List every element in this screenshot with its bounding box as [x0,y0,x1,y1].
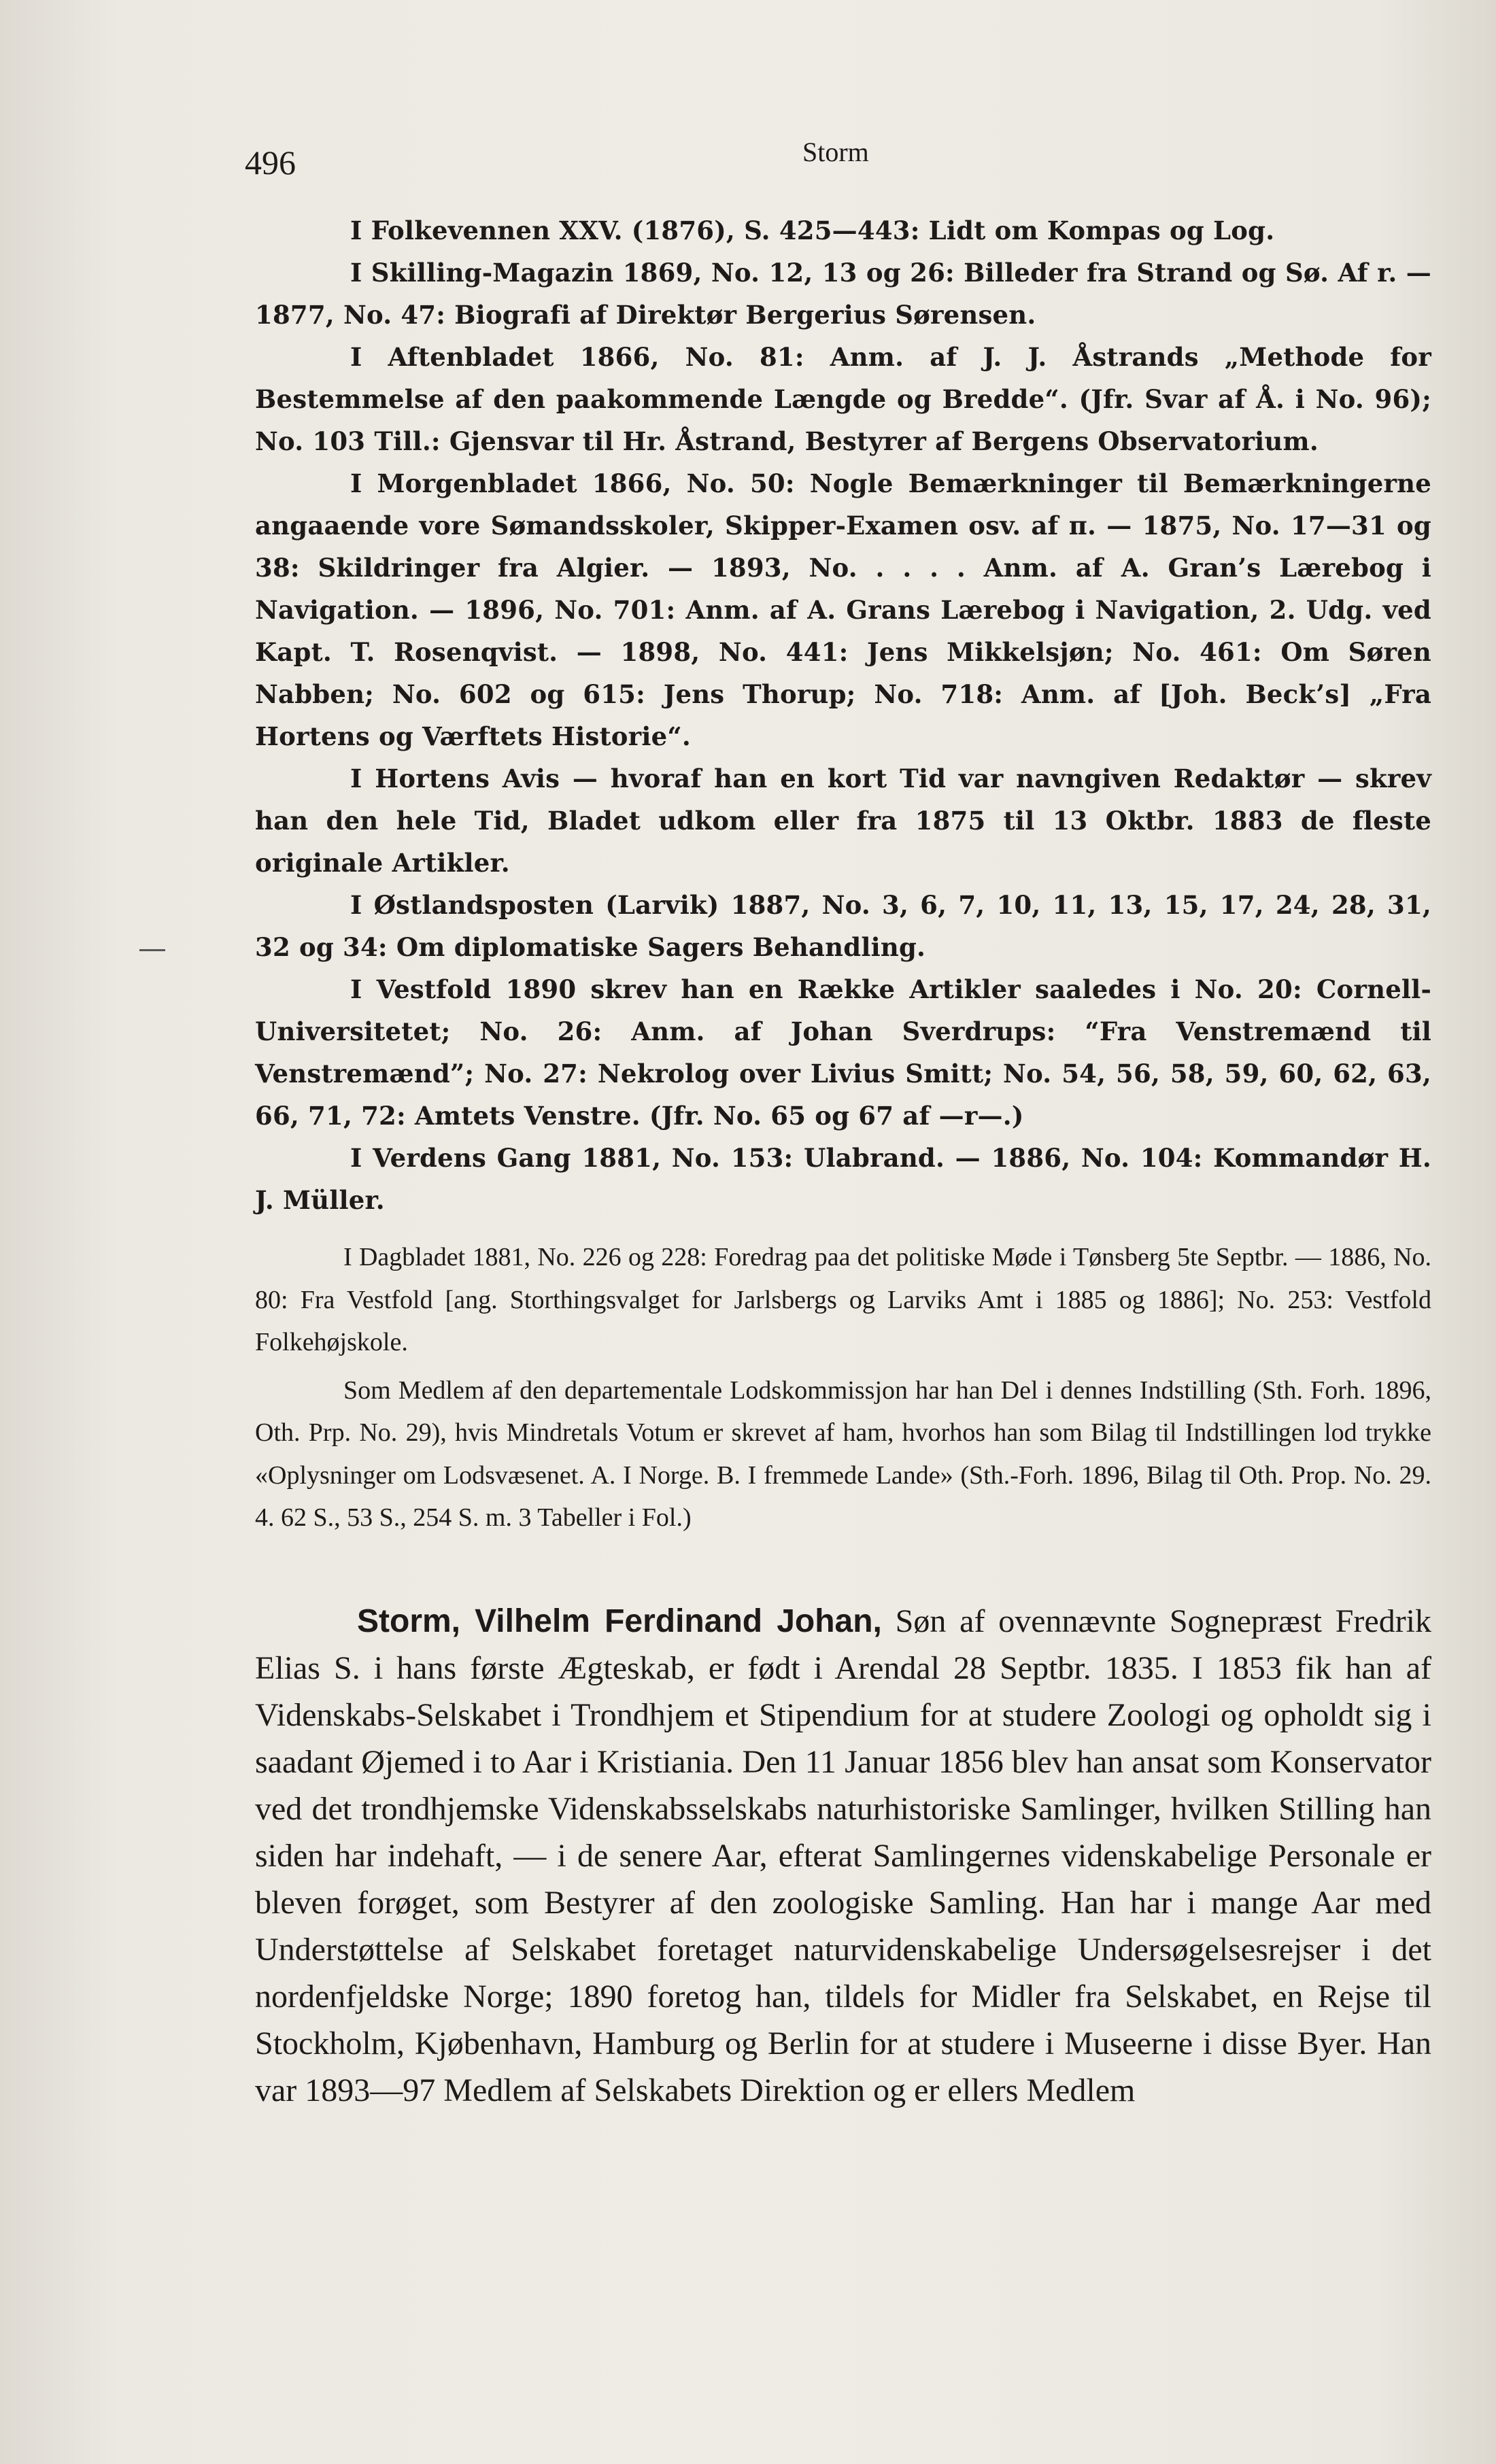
entry-name: Storm, Vilhelm Ferdinand Johan, [357,1603,882,1639]
page-number: 496 [245,143,296,182]
entry-text: Søn af ovennævnte Sognepræst Fredrik Elias S. i hans første Ægteskab, er født i Arendal 28 Septbr. 1835. I 1853 fik han af Videnskabs-Selskabet i Trondhjem et Stipendium for at studere Zoologi og opholdt sig i saadant Øjemed i to Aar i Kristiania. Den 11 Januar 1856 blev han ansat som Konservator ved det trondhjemske Videnskabsselskabs naturhistoriske Samlinger, hvilken Stilling han siden har indehaft, — i de senere Aar, efterat Samlingernes videnskabelige Personale er bleven forøget, som Bestyrer af den zoologiske Samling. Han har i mange Aar med Understøttelse af Selskabet foretaget naturvidenskabelige Undersøgelsesrejser i det nordenfjeldske Norge; 1890 foretog han, tildels for Midler fra Selskabet, en Rejse til Stockholm, Kjøbenhavn, Hamburg og Berlin for at studere i Museerne i disse Byer. Han var 1893—97 Medlem af Selskabets Direktion og er ellers Medlem [255,1603,1432,2108]
bibliography-entry-morgenbladet: I Morgenbladet 1866, No. 50: Nogle Bemærkninger til Bemærkningerne angaaende vore Sømandsskoler, Skipper-Examen osv. af π. — 1875, No. 17—31 og 38: Skildringer fra Algier. — 1893, No. . . . . Anm. af A. Gran’s Lærebog i Navigation. — 1896, No. 701: Anm. af A. Grans Lærebog i Navigation, 2. Udg. ved Kapt. T. Rosenqvist. — 1898, No. 441: Jens Mikkelsjøn; No. 461: Om Søren Nabben; No. 602 og 615: Jens Thorup; No. 718: Anm. af [Joh. Beck’s] „Fra Hortens og Værftets Historie“. [255,468,1431,751]
bibliography-entry-hortens-avis: I Hortens Avis — hvoraf han en kort Tid var navngiven Redaktør — skrev han den hele Tid, Bladet udkom eller fra 1875 til 13 Oktbr. 1883 de fleste originale Artikler. [255,764,1431,878]
biography-paragraph [255,1598,1431,2114]
bibliography-roman-block [255,1236,1431,1539]
biography-entry [255,1598,1431,2114]
bibliography-entry-skilling-magazin: I Skilling-Magazin 1869, No. 12, 13 og 26: Billeder fra Strand og Sø. Af r. — 1877, No. 47: Biografi af Direktør Bergerius Sørensen. [255,258,1431,330]
bibliography-entry-folkevennen: I Folkevennen XXV. (1876), S. 425—443: Lidt om Kompas og Log. [350,216,1275,245]
bibliography-entry-ostlandsposten: I Østlandsposten (Larvik) 1887, No. 3, 6, 7, 10, 11, 13, 15, 17, 24, 28, 31, 32 og 34: Om diplomatiske Sagers Behandling. [255,890,1431,962]
bibliography-fraktur-block [255,209,1431,1221]
bibliography-entry-verdens-gang: I Verdens Gang 1881, No. 153: Ulabrand. — 1886, No. 104: Kommandør H. J. Müller. [255,1143,1431,1215]
bibliography-entry-dagbladet: I Dagbladet 1881, No. 226 og 228: Foredrag paa det politiske Møde i Tønsberg 5te Septbr. — 1886, No. 80: Fra Vestfold [ang. Storthingsvalget for Jarlsbergs og Larviks Amt i 1885 og 1886]; No. 253: Vestfold Folkehøjskole. [255,1243,1431,1356]
running-head: Storm [802,137,869,167]
margin-mark [139,949,165,951]
bibliography-entry-lodskommissjon: Som Medlem af den departementale Lodskommissjon har han Del i dennes Indstilling (Sth. Forh. 1896, Oth. Prp. No. 29), hvis Mindretals Votum er skrevet af ham, hvorhos han som Bilag til Indstillingen lod trykke «Oplysninger om Lodsvæsenet. A. I Norge. B. I fremmede Lande» (Sth.-Forh. 1896, Bilag til Oth. Prop. No. 29. 4. 62 S., 53 S., 254 S. m. 3 Tabeller i Fol.) [255,1375,1431,1532]
page-header [245,136,1442,190]
bibliography-entry-vestfold: I Vestfold 1890 skrev han en Række Artikler saaledes i No. 20: Cornell-Universitetet; No. 26: Anm. af Johan Sverdrups: “Fra Venstremænd til Venstremænd”; No. 27: Nekrolog over Livius Smitt; No. 54, 56, 58, 59, 60, 62, 63, 66, 71, 72: Amtets Venstre. (Jfr. No. 65 og 67 af —r—.) [255,974,1431,1131]
bibliography-entry-aftenbladet: I Aftenbladet 1866, No. 81: Anm. af J. J. Åstrands „Methode for Bestemmelse af den paakommende Længde og Bredde“. (Jfr. Svar af Å. i No. 96); No. 103 Till.: Gjensvar til Hr. Åstrand, Bestyrer af Bergens Observatorium. [255,342,1431,456]
